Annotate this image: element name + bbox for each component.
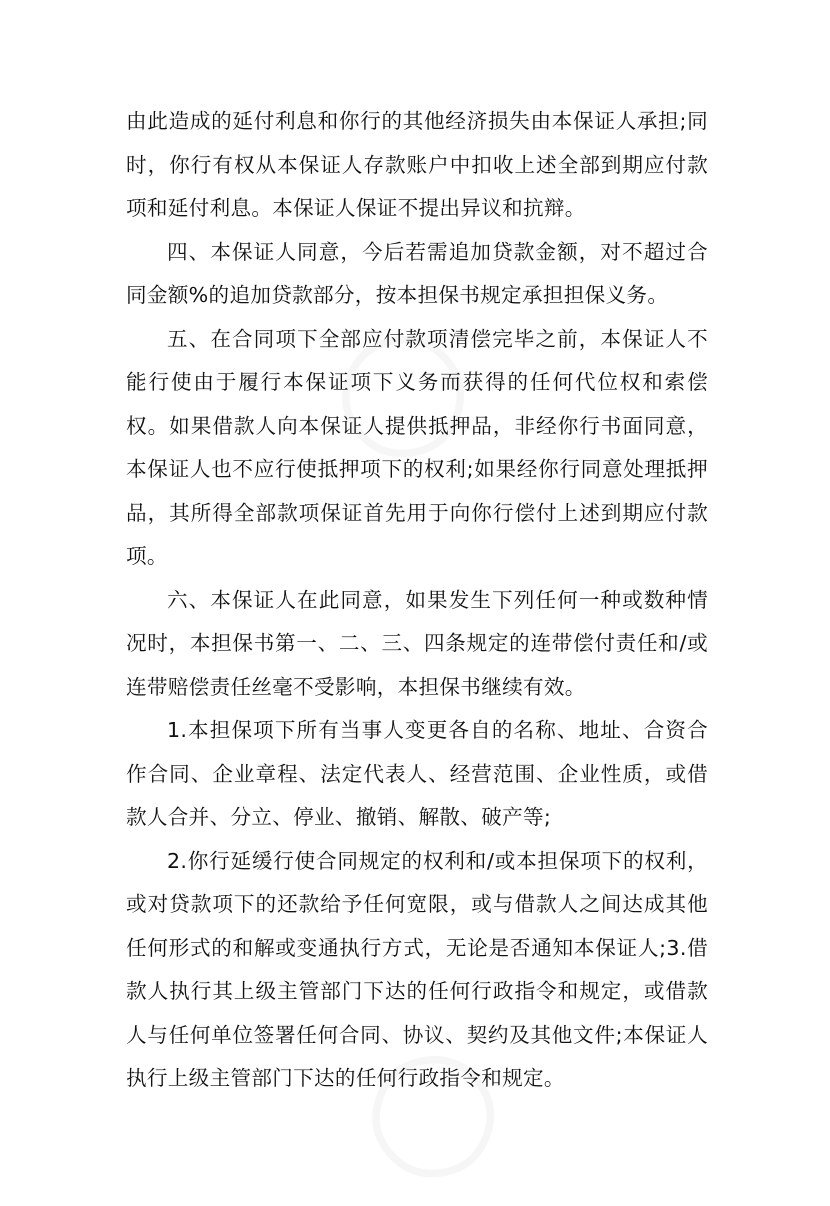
- paragraph-clause-5: 五、在合同项下全部应付款项清偿完毕之前，本保证人不能行使由于履行本保证项下义务而获得的任何代位权和索偿权。如果借款人向本保证人提供抵押品，非经你行书面同意，本保证人也不应行使抵押项下的权利;如果经你行同意处理抵押品，其所得全部款项保证首先用于向你行偿付上述到期应付款项。: [126, 326, 708, 568]
- paragraph-continuation: 由此造成的延付利息和你行的其他经济损失由本保证人承担;同时，你行有权从本保证人存款账户中扣收上述全部到期应付款项和延付利息。本保证人保证不提出异议和抗辩。: [126, 109, 708, 220]
- paragraph-item-1: 1.本担保项下所有当事人变更各自的名称、地址、合资合作合同、企业章程、法定代表人、经营范围、企业性质，或借款人合并、分立、停业、撤销、解散、破产等;: [126, 718, 708, 829]
- paragraph-clause-4: 四、本保证人同意，今后若需追加贷款金额，对不超过合同金额%的追加贷款部分，按本担保书规定承担担保义务。: [126, 239, 708, 307]
- paragraph-clause-6: 六、本保证人在此同意，如果发生下列任何一种或数种情况时，本担保书第一、二、三、四条规定的连带偿付责任和/或连带赔偿责任丝毫不受影响，本担保书继续有效。: [126, 587, 708, 699]
- paragraph-item-2: 2.你行延缓行使合同规定的权利和/或本担保项下的权利，或对贷款项下的还款给予任何宽限，或与借款人之间达成其他任何形式的和解或变通执行方式，无论是否通知本保证人;3.借款人执行其上级主管部门下达的任何行政指令和规定，或借款人与任何单位签署任何合同、协议、契约及其他文件;本保证人执行上级主管部门下达的任何行政指令和规定。: [126, 848, 708, 1090]
- document-body: [126, 100, 708, 1101]
